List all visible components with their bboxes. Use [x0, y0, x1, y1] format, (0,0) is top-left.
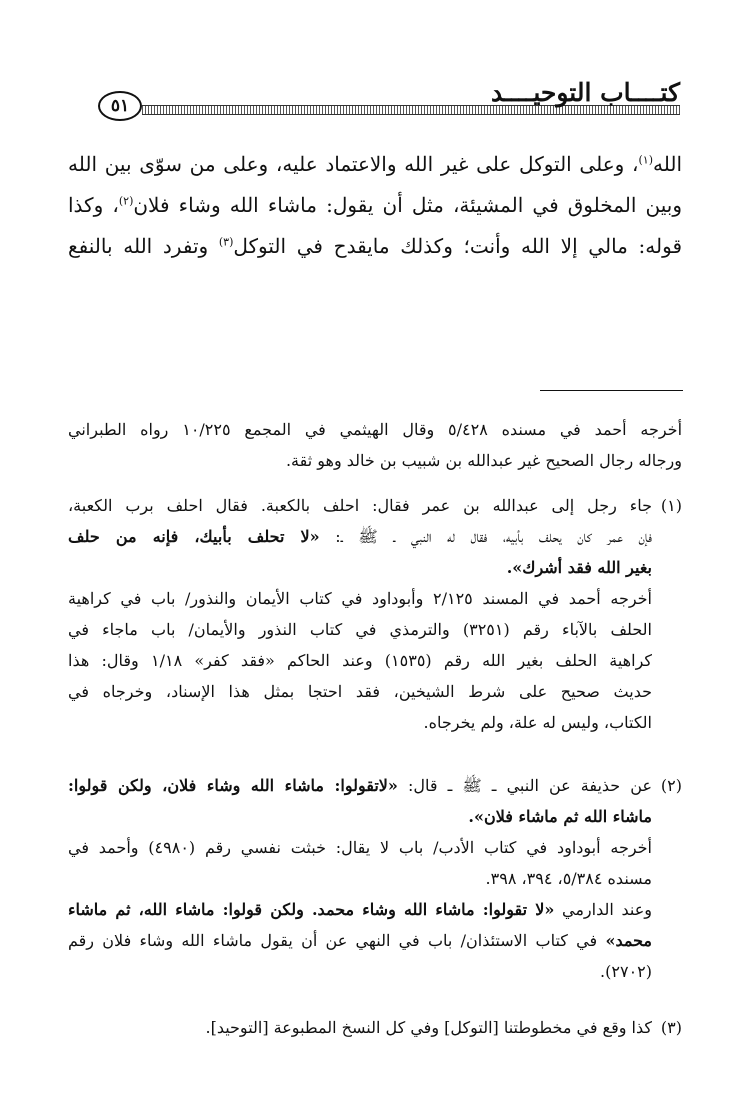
main-text — [68, 144, 682, 267]
main-line: قوله: مالي إلا الله وأنت؛ وكذلك مايقدح في التوكل$^{(٣)}$ وتفرد الله بالنفع — [68, 234, 682, 258]
footnote-separator — [540, 390, 683, 391]
main-line: وبين المخلوق في المشيئة، مثل أن يقول: ماشاء الله وشاء فلان$^{(٢)}$، وكذا — [68, 193, 682, 217]
footnote-number: (١) — [660, 496, 682, 515]
footnote-mark: (٢) — [118, 194, 134, 208]
footnote-3: (٣) كذا وقع في مخطوطتنا [التوكل] وفي كل النسخ المطبوعة [التوحيد]. — [68, 1012, 682, 1043]
footnote-continuation: أخرجه أحمد في مسنده ٥/٤٢٨ وقال الهيثمي في المجمع ١٠/٢٢٥ رواه الطبراني ورجاله رجال الصحيح غير عبدالله بن شبيب بن خالد وهو ثقة. — [68, 420, 682, 470]
running-header — [68, 78, 680, 120]
footnote-1: (١) جاء رجل إلى عبدالله بن عمر فقال: احلف بالكعبة. فقال احلف برب الكعبة، فإن عمر كان يحلف بأبيه، فقال له النبي ـ ﷺ ـ: «لا تحلف بأبيك، فإنه من حلف بغير الله فقد أشرك». أخرجه أحمد في المسند ٢/١٢٥ وأبوداود في كتاب الأيمان والنذور/ باب في كراهية الحلف بالآباء رقم (٣٢٥١) والترمذي في كتاب النذور والأيمان/ باب ماجاء في كراهية الحلف بغير الله رقم (١٥٣٥) وعند الحاكم «فقد كفر» ١/١٨ وقال: هذا حديث صحيح على شرط الشيخين، فقد احتجا بمثل هذا الإسناد، وخرجاه في الكتاب، وليس له علة، ولم يخرجاه. — [68, 490, 682, 738]
footnote-number: (٢) — [660, 776, 682, 795]
page-number: ٥١ — [98, 91, 142, 121]
book-title: كتــــاب التوحيــــد — [490, 78, 680, 107]
footnote-number: (٣) — [660, 1018, 682, 1037]
footnote-mark: (١) — [638, 153, 653, 167]
footnote-2: (٢) عن حذيفة عن النبي ـ ﷺ ـ قال: «لاتقولوا: ماشاء الله وشاء فلان، ولكن قولوا: ماشاء الله ثم ماشاء فلان». أخرجه أبوداود في كتاب الأدب/ باب لا يقال: خبثت نفسي رقم (٤٩٨٠) وأحمد في مسنده ٥/٣٨٤، ٣٩٤، ٣٩٨. وعند الدارمي «لا تقولوا: ماشاء الله وشاء محمد. ولكن قولوا: ماشاء الله، ثم ماشاء محمد» في كتاب الاستئذان/ باب في النهي عن أن يقول ماشاء الله وشاء فلان رقم (٢٧٠٢). — [68, 770, 682, 987]
main-line: الله$^{(١)}$، وعلى التوكل على غير الله والاعتماد عليه، وعلى من سوّى بين الله — [68, 152, 682, 176]
footnote-mark: (٣) — [218, 235, 234, 249]
